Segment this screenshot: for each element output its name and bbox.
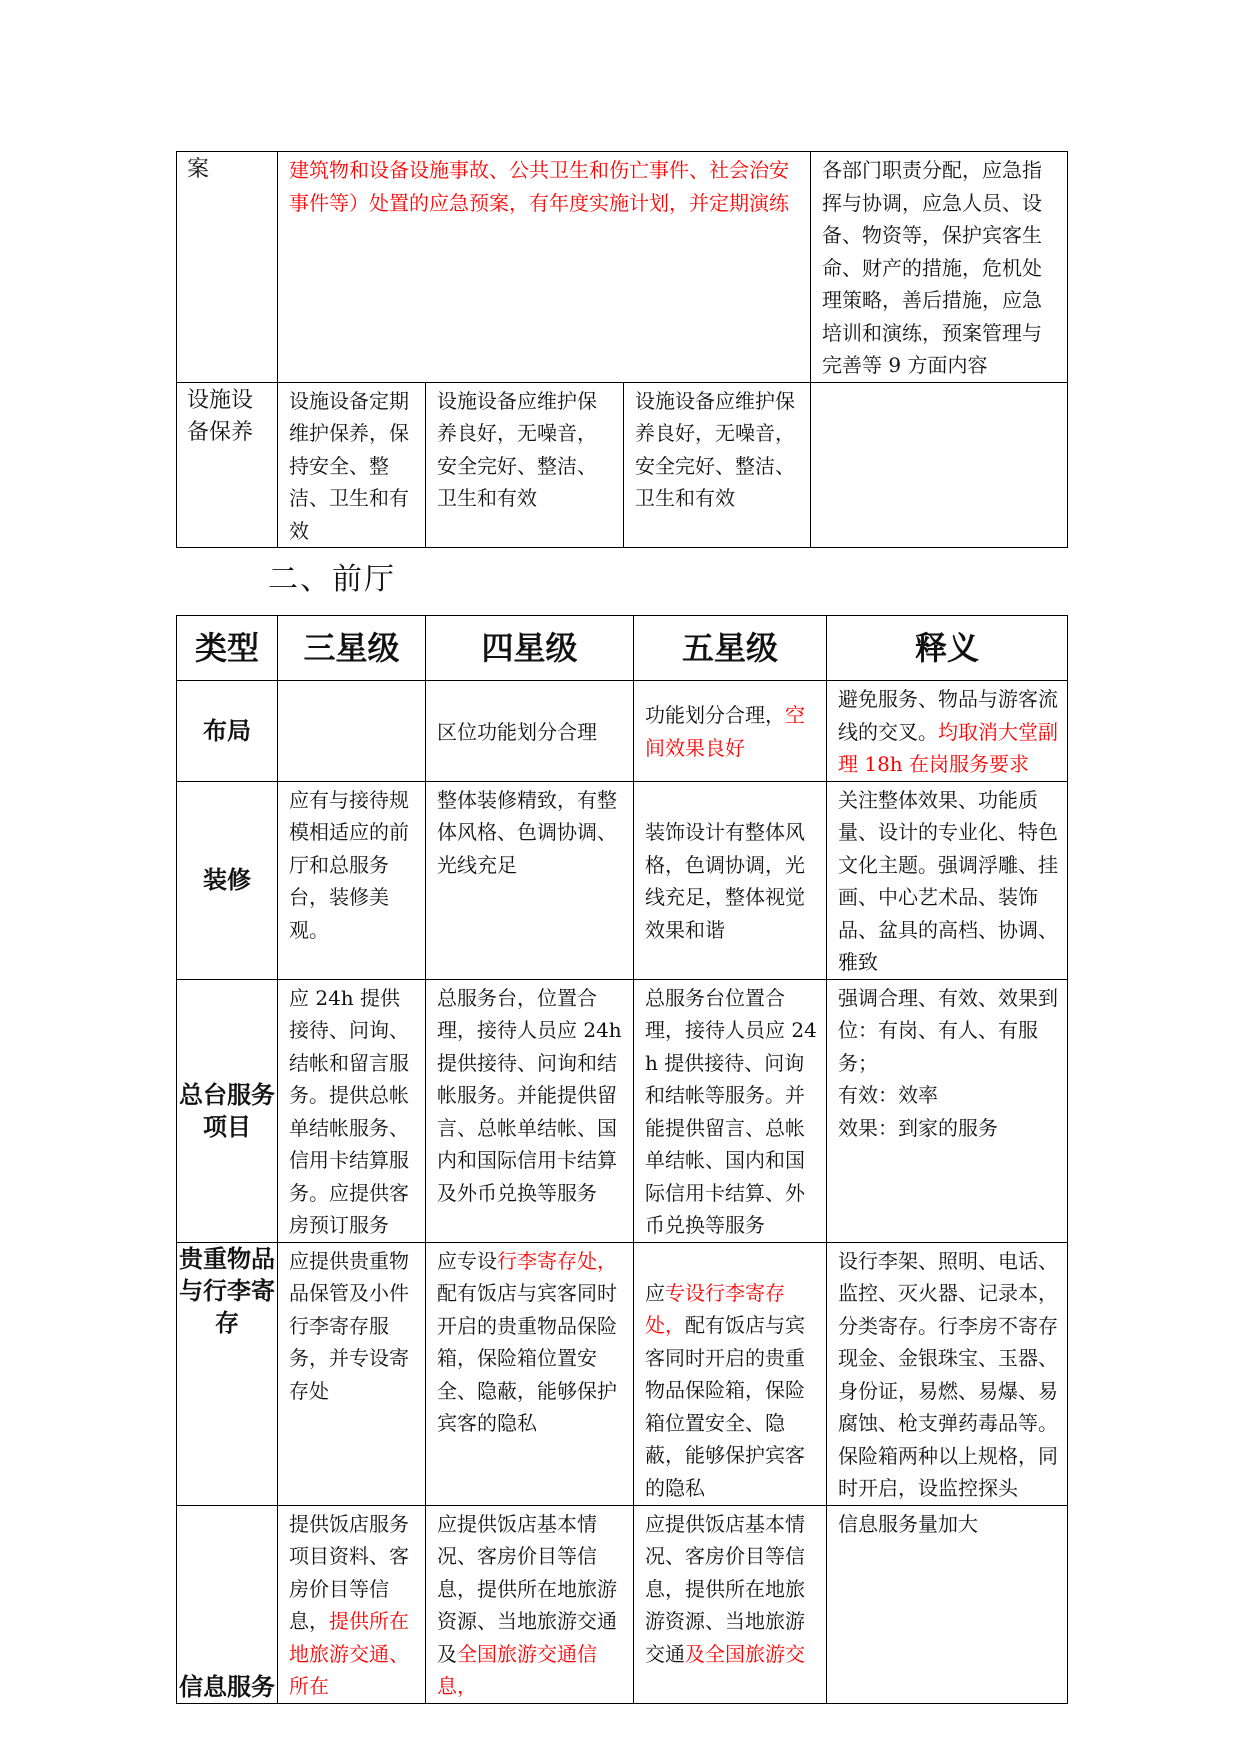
cell-text: 信息服务 <box>179 1671 275 1701</box>
table-cell <box>634 1505 827 1703</box>
column-header: 类型 <box>177 616 278 681</box>
cell-text: 设行李架、照明、电话、监控、灭火器、记录本，分类寄存。行李房不寄存现金、金银珠宝、玉器、身份证，易燃、易爆、易腐蚀、枪支弹药毒品等。保险箱两种以上规格，同时开启，设监控探头 <box>838 1248 1058 1500</box>
table-cell <box>426 382 624 548</box>
table-cell <box>278 1505 426 1703</box>
table-cell <box>634 681 827 782</box>
header-row <box>177 616 1068 681</box>
table-cell <box>426 1505 634 1703</box>
cell-text: 区位功能划分合理 <box>437 719 597 744</box>
table-row-information <box>177 1505 1068 1703</box>
cell-text: 功能划分合理， <box>645 703 785 728</box>
highlighted-text: 全国旅游交通信息， <box>437 1641 597 1698</box>
highlighted-text: 空间效果良好 <box>645 703 805 760</box>
table-cell <box>278 681 426 782</box>
highlighted-text: 建筑物和设备设施事故、公共卫生和伤亡事件、社会治安事件等）处置的应急预案，有年度实施计划，并定期演练 <box>289 158 789 215</box>
cell-text: 应有与接待规模相适应的前厅和总服务台，装修美观。 <box>289 787 409 942</box>
cell-text: 信息服务量加大 <box>838 1511 978 1536</box>
table-row-maintenance <box>177 382 1068 548</box>
table-cell <box>811 382 1068 548</box>
cell-text: 应提供饭店基本情况、客房价目等信息，提供所在地旅游资源、当地旅游交通 <box>645 1511 805 1666</box>
cell-text: 避免服务、物品与游客流线的交叉。 <box>838 687 1058 744</box>
cell-text: 设施设备保养 <box>187 387 254 445</box>
cell-text: 设施设备应维护保养良好，无噪音，安全完好、整洁、卫生和有效 <box>437 388 597 510</box>
column-header: 三星级 <box>278 616 426 681</box>
cell-text: 设施设备应维护保养良好，无噪音，安全完好、整洁、卫生和有效 <box>635 388 795 510</box>
cell-text: 贵重物品与行李寄存 <box>179 1243 275 1337</box>
row-label-cell <box>177 781 278 979</box>
row-label-cell <box>177 979 278 1242</box>
cell-text: 应提供贵重物品保管及小件行李寄存服务，并专设寄存处 <box>289 1248 409 1403</box>
cell-text: 关注整体效果、功能质量、设计的专业化、特色文化主题。强调浮雕、挂画、中心艺术品、装饰品、盆具的高档、协调、雅致 <box>838 787 1058 974</box>
cell-text: 总台服务项目 <box>179 1079 275 1141</box>
table-cell <box>634 979 827 1242</box>
table-row-front-desk <box>177 979 1068 1242</box>
section-heading: 二、前厅 <box>268 562 396 597</box>
row-label-cell <box>177 1242 278 1505</box>
table-cell <box>278 781 426 979</box>
table-cell <box>811 152 1068 383</box>
table-cell <box>634 781 827 979</box>
highlighted-text: 专设行李寄存处， <box>645 1280 785 1337</box>
cell-text: 案 <box>187 157 210 182</box>
table-cell <box>634 1242 827 1505</box>
table-cell <box>278 979 426 1242</box>
front-office-table <box>176 615 1068 1704</box>
cell-text: 各部门职责分配，应急指挥与协调，应急人员、设备、物资等，保护宾客生命、财产的措施，危机处理策略，善后措施，应急培训和演练，预案管理与完善等 9 方面内容 <box>822 158 1042 377</box>
column-header: 释义 <box>827 616 1068 681</box>
row-label-cell <box>177 681 278 782</box>
cell-text: 总服务台，位置合理，接待人员应 24h 提供接待、问询和结帐服务。并能提供留言、总帐单结帐、国内和国际信用卡结算及外币兑换等服务 <box>437 985 629 1205</box>
cell-text: 布局 <box>203 715 251 745</box>
cell-text: 装饰设计有整体风格，色调协调，光线充足，整体视觉效果和谐 <box>645 820 805 942</box>
highlighted-text: 均取消大堂副理 18h 在岗服务要求 <box>838 719 1058 776</box>
cell-text: 提供饭店服务项目资料、客房价目等信息， <box>289 1511 409 1633</box>
cell-text: 强调合理、有效、效果到位：有岗、有人、有服务； 有效：效率 效果：到家的服务 <box>838 985 1058 1140</box>
column-header: 四星级 <box>426 616 634 681</box>
row-label-cell <box>177 1505 278 1703</box>
row-label-cell <box>177 152 278 383</box>
table-cell <box>426 681 634 782</box>
column-header: 五星级 <box>634 616 827 681</box>
highlighted-text: 及全国旅游交 <box>685 1641 805 1666</box>
cell-text: 应 <box>645 1280 665 1305</box>
facilities-table-body <box>177 152 1068 548</box>
facilities-table <box>176 151 1068 548</box>
table-row-luggage <box>177 1242 1068 1505</box>
table-cell <box>278 382 426 548</box>
cell-text: 应 24h 提供接待、问询、结帐和留言服务。提供总帐单结帐服务、信用卡结算服务。应提供客房预订服务 <box>289 985 409 1237</box>
highlighted-text: 提供所在地旅游交通、所在 <box>289 1609 409 1698</box>
table-cell <box>827 1242 1068 1505</box>
table-cell <box>278 152 811 383</box>
table-row-decoration <box>177 781 1068 979</box>
cell-text: 应专设 <box>437 1248 497 1273</box>
table-row-layout <box>177 681 1068 782</box>
cell-text: 配有饭店与宾客同时开启的贵重物品保险箱，保险箱位置安全、隐蔽，能够保护宾客的隐私 <box>437 1281 617 1435</box>
table-cell <box>278 1242 426 1505</box>
table-cell <box>426 781 634 979</box>
row-label-cell <box>177 382 278 548</box>
cell-text: 设施设备定期维护保养，保持安全、整洁、卫生和有效 <box>289 388 409 543</box>
cell-text: 装修 <box>203 865 251 894</box>
table-cell <box>426 1242 634 1505</box>
table-cell <box>827 681 1068 782</box>
front-office-table-body <box>177 681 1068 1704</box>
table-cell <box>624 382 811 548</box>
table-cell <box>827 979 1068 1242</box>
table-cell <box>827 781 1068 979</box>
cell-text: 整体装修精致，有整体风格、色调协调、光线充足 <box>437 787 617 877</box>
cell-text: 配有饭店与宾客同时开启的贵重物品保险箱，保险箱位置安全、隐蔽，能够保护宾客的隐私 <box>645 1313 805 1500</box>
highlighted-text: 行李寄存处， <box>497 1248 617 1273</box>
table-cell <box>426 979 634 1242</box>
front-office-table-header <box>177 616 1068 681</box>
cell-text: 总服务台位置合理，接待人员应 24h 提供接待、问询和结帐等服务。并能提供留言、总帐单结帐、国内和国际信用卡结算、外币兑换等服务 <box>645 985 817 1237</box>
cell-text: 应提供饭店基本情况、客房价目等信息，提供所在地旅游资源、当地旅游交通及 <box>437 1511 617 1666</box>
table-cell <box>827 1505 1068 1703</box>
table-row-emergency-plan <box>177 152 1068 383</box>
